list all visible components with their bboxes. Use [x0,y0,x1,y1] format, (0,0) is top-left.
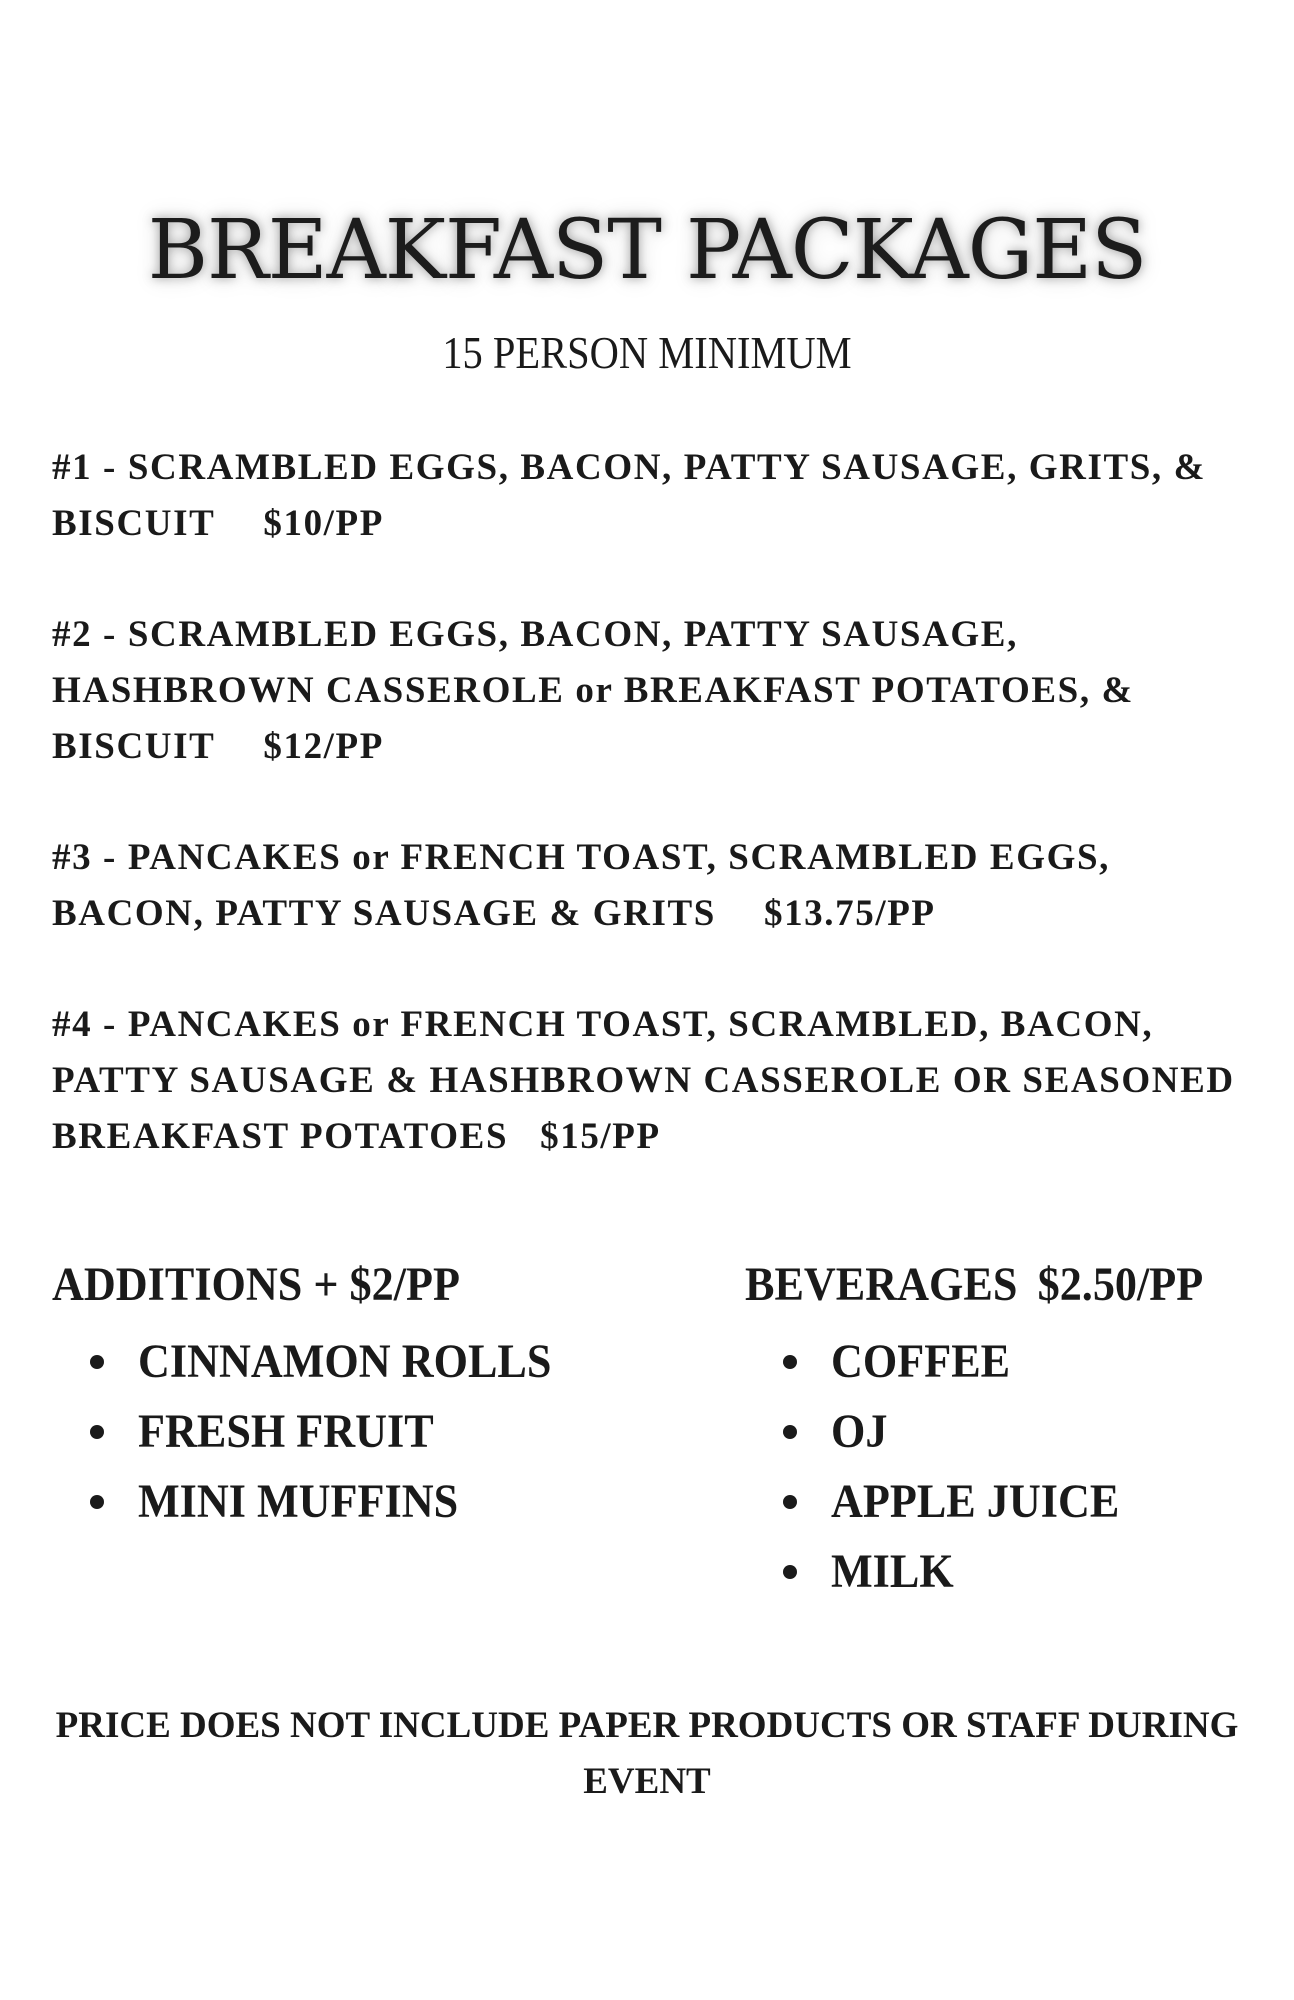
bullet-icon [783,1565,797,1579]
addition-label: MINI MUFFINS [138,1475,459,1528]
bullet-icon [90,1425,104,1439]
package-item [52,607,1252,775]
beverage-label: APPLE JUICE [831,1475,1120,1528]
bullet-icon [90,1495,104,1509]
package-description: #1 - SCRAMBLED EGGS, BACON, PATTY SAUSAGE, GRITS, & BISCUIT [52,447,1207,544]
bullet-icon [783,1355,797,1369]
beverage-label: MILK [831,1545,954,1598]
package-item [52,997,1252,1165]
additions-section [52,1255,692,1537]
beverage-label: COFFEE [831,1335,1011,1388]
package-price: $13.75/PP [763,893,936,934]
beverages-title: BEVERAGES [745,1258,1018,1311]
list-item [745,1327,1265,1397]
list-item [745,1467,1265,1537]
package-price: $10/PP [263,503,384,544]
beverages-price: $2.50/PP [1037,1258,1204,1311]
list-item [745,1537,1265,1607]
package-price: $12/PP [263,726,384,767]
bullet-icon [783,1495,797,1509]
list-item [52,1397,692,1467]
addition-label: FRESH FRUIT [138,1405,434,1458]
packages-list [52,440,1252,1220]
package-item [52,830,1252,942]
package-price: $15/PP [540,1116,661,1157]
beverage-label: OJ [831,1405,888,1458]
package-description: #3 - PANCAKES or FRENCH TOAST, SCRAMBLED EGGS, BACON, PATTY SAUSAGE & GRITS [52,837,1111,934]
list-item [52,1467,692,1537]
package-description: #4 - PANCAKES or FRENCH TOAST, SCRAMBLED, BACON, PATTY SAUSAGE & HASHBROWN CASSEROLE OR SEASONED BREAKFAST POTATOES [52,1004,1235,1157]
footer-note: PRICE DOES NOT INCLUDE PAPER PRODUCTS OR STAFF DURING EVENT [55,1705,1239,1802]
page-subtitle: 15 PERSON MINIMUM [442,327,852,378]
additions-title: ADDITIONS + $2/PP [52,1258,460,1311]
list-item [745,1397,1265,1467]
page-title: BREAKFAST PACKAGES [147,203,1147,298]
additions-list [52,1327,692,1537]
beverages-heading [745,1255,1223,1315]
beverages-section [745,1255,1265,1607]
package-description: #2 - SCRAMBLED EGGS, BACON, PATTY SAUSAGE, HASHBROWN CASSEROLE or BREAKFAST POTATOES, & BISCUIT [52,614,1134,767]
addition-label: CINNAMON ROLLS [138,1335,552,1388]
bullet-icon [90,1355,104,1369]
list-item [52,1327,692,1397]
bullet-icon [783,1425,797,1439]
package-item [52,440,1252,552]
beverages-list [745,1327,1265,1607]
